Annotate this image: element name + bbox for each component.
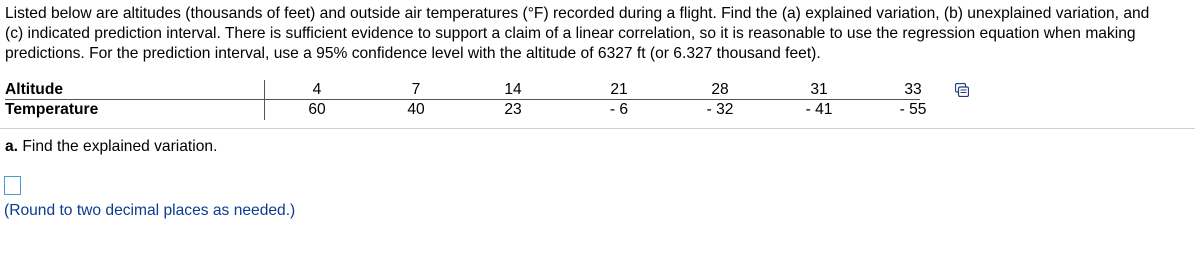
problem-statement [5,4,1195,64]
copy-icon[interactable] [955,83,969,97]
table-vertical-rule [264,80,265,120]
temperature-cell: - 41 [805,101,833,118]
temperature-label: Temperature [5,101,99,118]
problem-line-3: predictions. For the prediction interval, use a 95% confidence level with the altitude of 6327 ft (or 6.327 thousand feet). [5,45,821,62]
problem-line-1: Listed below are altitudes (thousands of feet) and outside air temperatures (°F) recorded during a flight. Find the (a) explained variation, (b) unexplained variation, and [5,5,1150,22]
table-horizontal-rule [5,99,920,100]
temperature-cell: - 55 [899,101,927,118]
altitude-cell: 28 [711,81,729,98]
temperature-cell: - 32 [706,101,734,118]
rounding-hint: (Round to two decimal places as needed.) [4,202,296,219]
temperature-cell: - 6 [609,101,629,118]
answer-input[interactable] [4,176,21,195]
altitude-cell: 31 [810,81,828,98]
altitude-cell: 33 [904,81,922,98]
part-a-prompt: Find the explained variation. [22,138,218,155]
part-a-question [5,137,217,157]
temperature-cell: 40 [407,101,425,118]
table-row-altitude [5,80,975,100]
table-row-temperature [5,100,975,120]
altitude-cell: 4 [312,81,322,98]
altitude-cell: 21 [610,81,628,98]
altitude-label: Altitude [5,81,64,98]
data-table [5,80,975,120]
section-divider [0,128,1195,129]
part-a-tag: a. [5,138,19,155]
temperature-cell: 23 [504,101,522,118]
altitude-cell: 14 [504,81,522,98]
temperature-cell: 60 [308,101,326,118]
altitude-cell: 7 [411,81,421,98]
problem-line-2: (c) indicated prediction interval. There is sufficient evidence to support a claim of a linear correlation, so it is reasonable to use the regression equation when making [5,25,1136,42]
